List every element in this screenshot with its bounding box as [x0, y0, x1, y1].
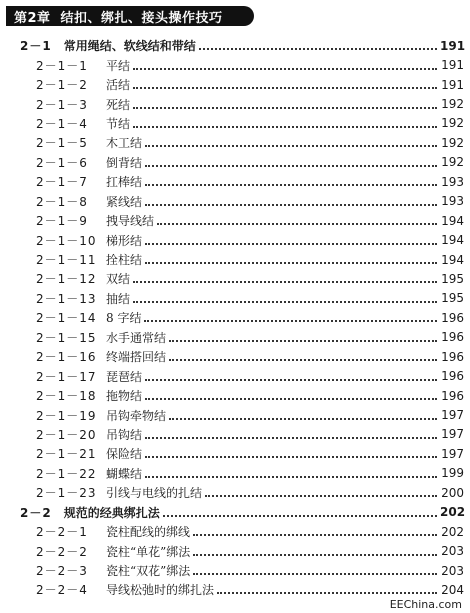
entry-number: 2－2－3	[36, 564, 88, 579]
entry-page-number: 196	[441, 388, 464, 403]
entry-page-number: 199	[441, 466, 464, 481]
toc-subsection-entry[interactable]	[0, 386, 470, 405]
entry-page-number: 193	[441, 194, 464, 209]
entry-page-number: 193	[441, 174, 464, 189]
dot-leader	[133, 67, 437, 70]
dot-leader	[193, 533, 437, 536]
toc-subsection-entry[interactable]	[0, 192, 470, 211]
dot-leader	[133, 106, 437, 109]
entry-number: 2－1－18	[36, 389, 97, 404]
entry-page-number: 191	[441, 77, 464, 92]
entry-page-number: 192	[441, 135, 464, 150]
entry-page-number: 195	[441, 291, 464, 306]
dot-leader	[145, 242, 437, 245]
entry-title: 木工结	[106, 136, 143, 151]
entry-page-number: 191	[440, 38, 466, 53]
entry-page-number: 194	[441, 233, 464, 248]
toc-subsection-entry[interactable]	[0, 75, 470, 94]
toc-subsection-entry[interactable]	[0, 541, 470, 560]
entry-number: 2－1－17	[36, 369, 97, 384]
entry-title: 规范的经典绑扎法	[63, 505, 160, 520]
entry-page-number: 196	[441, 349, 464, 364]
entry-page-number: 194	[441, 252, 464, 267]
toc-subsection-entry[interactable]	[0, 269, 470, 288]
toc-subsection-entry[interactable]	[0, 308, 470, 327]
dot-leader	[133, 280, 437, 283]
toc-subsection-entry[interactable]	[0, 522, 470, 541]
entry-number: 2－1－4	[36, 116, 88, 131]
entry-title: 双结	[106, 272, 131, 287]
chapter-header	[6, 6, 254, 26]
dot-leader	[133, 125, 437, 128]
entry-page-number: 191	[441, 58, 464, 73]
entry-number: 2－2－4	[36, 583, 88, 598]
dot-leader	[169, 339, 437, 342]
entry-title: 瓷柱“双花”绑法	[106, 564, 191, 579]
toc-subsection-entry[interactable]	[0, 483, 470, 502]
entry-number: 2－1－5	[36, 136, 88, 151]
entry-number: 2－1	[20, 39, 52, 54]
dot-leader	[145, 397, 437, 400]
entry-page-number: 202	[441, 524, 464, 539]
entry-title: 吊钩结	[106, 427, 143, 442]
dot-leader	[145, 378, 437, 381]
chapter-title: 结扣、绑扎、接头操作技巧	[60, 10, 223, 26]
dot-leader	[145, 261, 437, 264]
entry-number: 2－2－2	[36, 544, 88, 559]
entry-title: 终端搭回结	[106, 350, 167, 365]
entry-title: 拴柱结	[106, 253, 143, 268]
entry-title: 紧线结	[106, 194, 143, 209]
entry-number: 2－1－10	[36, 233, 97, 248]
entry-title: 节结	[106, 116, 131, 131]
entry-number: 2－1－9	[36, 214, 88, 229]
dot-leader	[217, 591, 437, 594]
toc-subsection-entry[interactable]	[0, 153, 470, 172]
watermark: EEChina.com	[389, 598, 462, 611]
table-of-contents	[0, 36, 470, 600]
entry-number: 2－1－19	[36, 408, 97, 423]
dot-leader	[145, 203, 437, 206]
toc-subsection-entry[interactable]	[0, 94, 470, 113]
dot-leader	[193, 553, 437, 556]
entry-title: 8 字结	[106, 311, 142, 326]
entry-number: 2－1－1	[36, 58, 88, 73]
entry-page-number: 197	[441, 446, 464, 461]
toc-subsection-entry[interactable]	[0, 328, 470, 347]
toc-subsection-entry[interactable]	[0, 289, 470, 308]
entry-number: 2－1－12	[36, 272, 97, 287]
entry-number: 2－1－21	[36, 447, 97, 462]
entry-page-number: 194	[441, 213, 464, 228]
toc-subsection-entry[interactable]	[0, 133, 470, 152]
dot-leader	[144, 319, 437, 322]
toc-subsection-entry[interactable]	[0, 444, 470, 463]
entry-page-number: 196	[441, 369, 464, 384]
dot-leader	[145, 455, 437, 458]
entry-number: 2－1－6	[36, 155, 88, 170]
dot-leader	[157, 222, 437, 225]
toc-subsection-entry[interactable]	[0, 561, 470, 580]
entry-title: 蝴蝶结	[106, 466, 143, 481]
entry-number: 2－1－15	[36, 330, 97, 345]
toc-section-entry[interactable]	[0, 503, 470, 522]
entry-page-number: 202	[440, 505, 466, 520]
toc-subsection-entry[interactable]	[0, 250, 470, 269]
dot-leader	[205, 494, 437, 497]
dot-leader	[145, 436, 437, 439]
dot-leader	[145, 183, 437, 186]
toc-subsection-entry[interactable]	[0, 347, 470, 366]
entry-number: 2－1－7	[36, 175, 88, 190]
toc-section-entry[interactable]	[0, 36, 470, 55]
toc-subsection-entry[interactable]	[0, 366, 470, 385]
dot-leader	[193, 572, 437, 575]
entry-number: 2－1－13	[36, 291, 97, 306]
entry-title: 倒背结	[106, 155, 143, 170]
entry-number: 2－1－3	[36, 97, 88, 112]
entry-page-number: 204	[441, 582, 464, 597]
entry-title: 扛棒结	[106, 175, 143, 190]
entry-page-number: 196	[441, 310, 464, 325]
entry-title: 拖物结	[106, 389, 143, 404]
dot-leader	[133, 86, 437, 89]
entry-title: 平结	[106, 58, 131, 73]
entry-title: 导线松弛时的绑扎法	[106, 583, 215, 598]
entry-page-number: 195	[441, 271, 464, 286]
dot-leader	[145, 475, 437, 478]
toc-subsection-entry[interactable]	[0, 405, 470, 424]
entry-number: 2－1－16	[36, 350, 97, 365]
toc-subsection-entry[interactable]	[0, 172, 470, 191]
toc-subsection-entry[interactable]	[0, 580, 470, 599]
entry-title: 琵琶结	[106, 369, 143, 384]
toc-subsection-entry[interactable]	[0, 230, 470, 249]
dot-leader	[133, 300, 437, 303]
entry-page-number: 196	[441, 330, 464, 345]
entry-page-number: 197	[441, 408, 464, 423]
entry-number: 2－1－23	[36, 486, 97, 501]
entry-page-number: 203	[441, 544, 464, 559]
entry-page-number: 203	[441, 563, 464, 578]
dot-leader	[163, 514, 437, 517]
entry-title: 保险结	[106, 447, 143, 462]
entry-title: 吊钩牵物结	[106, 408, 167, 423]
chapter-label: 第2章	[14, 10, 51, 26]
entry-number: 2－1－8	[36, 194, 88, 209]
dot-leader	[169, 358, 437, 361]
entry-title: 梯形结	[106, 233, 143, 248]
entry-number: 2－1－2	[36, 78, 88, 93]
entry-title: 活结	[106, 78, 131, 93]
entry-page-number: 197	[441, 427, 464, 442]
dot-leader	[199, 47, 437, 50]
entry-page-number: 192	[441, 155, 464, 170]
entry-number: 2－2	[20, 505, 52, 520]
entry-page-number: 192	[441, 97, 464, 112]
toc-subsection-entry[interactable]	[0, 114, 470, 133]
entry-title: 常用绳结、软线结和带结	[63, 39, 196, 54]
entry-title: 抽结	[106, 291, 131, 306]
entry-title: 引线与电线的扎结	[106, 486, 203, 501]
toc-subsection-entry[interactable]	[0, 425, 470, 444]
dot-leader	[169, 417, 437, 420]
entry-title: 水手通常结	[106, 330, 167, 345]
entry-number: 2－1－22	[36, 466, 97, 481]
entry-title: 瓷柱配线的绑线	[106, 525, 191, 540]
entry-title: 拽导线结	[106, 214, 155, 229]
toc-subsection-entry[interactable]	[0, 55, 470, 74]
entry-number: 2－1－14	[36, 311, 97, 326]
entry-number: 2－1－11	[36, 253, 97, 268]
toc-subsection-entry[interactable]	[0, 211, 470, 230]
entry-title: 瓷柱“单花”绑法	[106, 544, 191, 559]
entry-number: 2－2－1	[36, 525, 88, 540]
dot-leader	[145, 164, 437, 167]
toc-subsection-entry[interactable]	[0, 464, 470, 483]
entry-page-number: 200	[441, 485, 464, 500]
entry-page-number: 192	[441, 116, 464, 131]
entry-number: 2－1－20	[36, 427, 97, 442]
entry-title: 死结	[106, 97, 131, 112]
dot-leader	[145, 144, 437, 147]
